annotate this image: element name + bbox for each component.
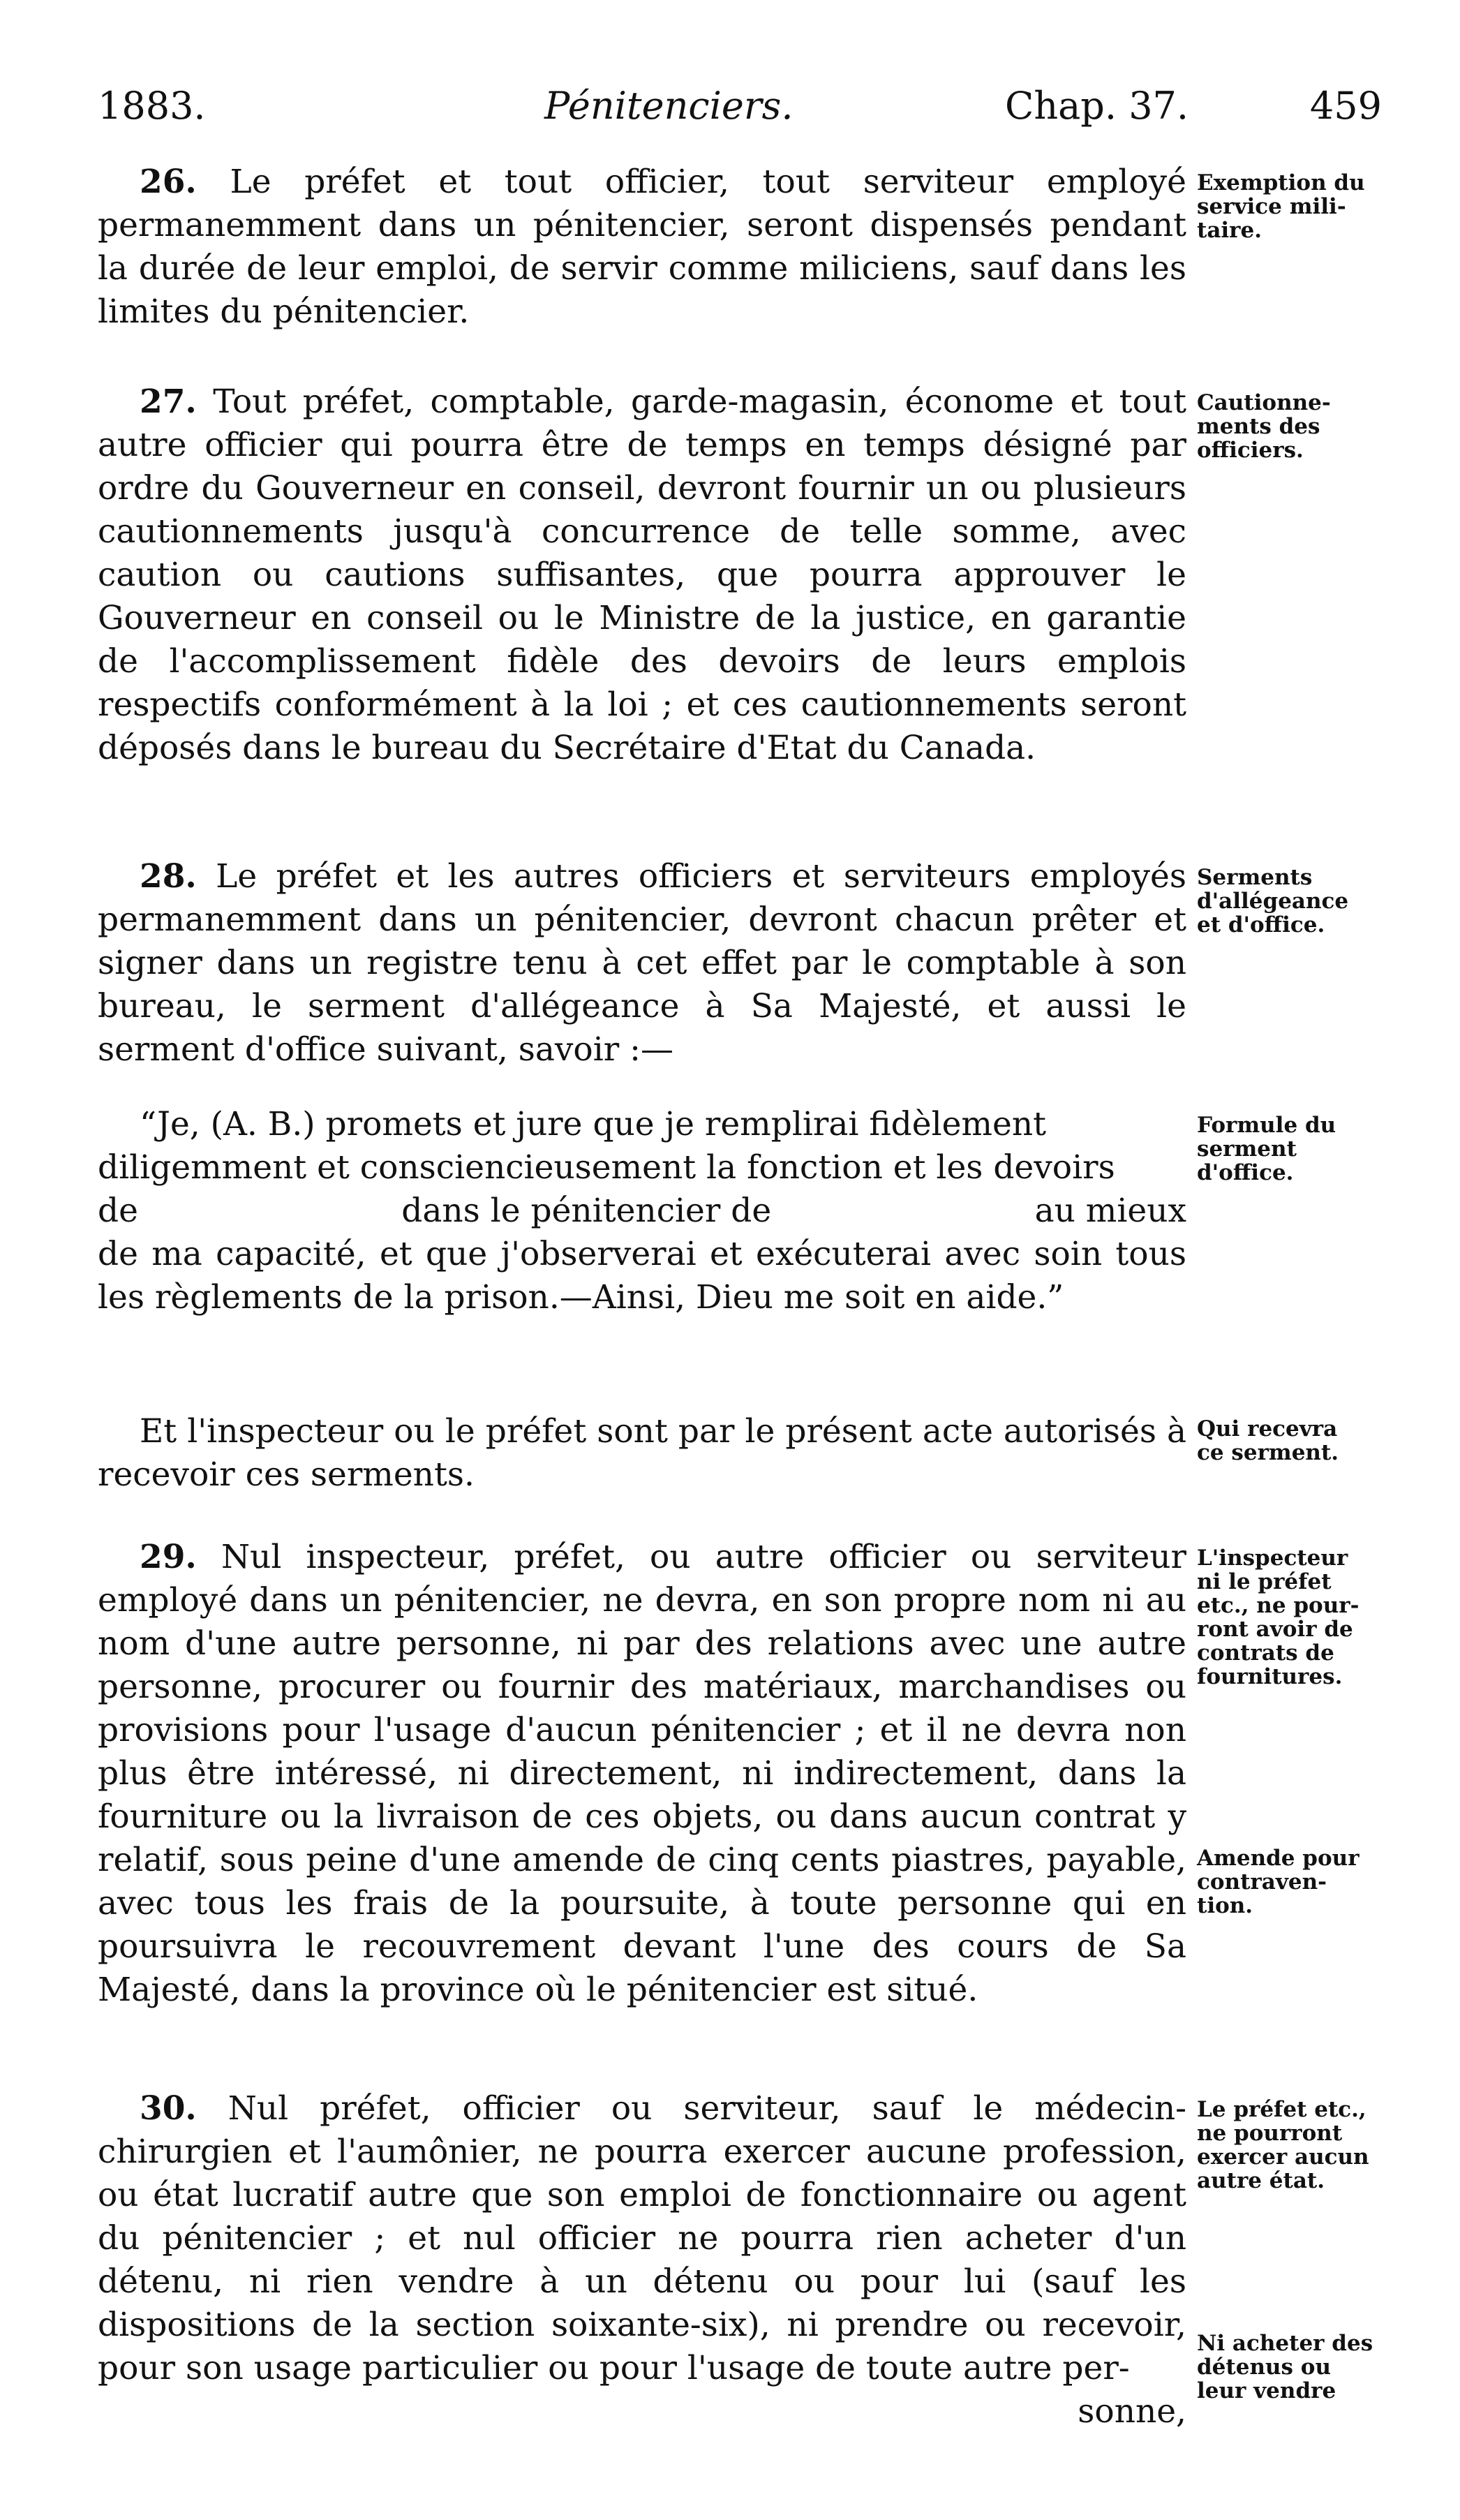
section-text: Tout préfet, comptable, garde-magasin, économe et tout autre officier qui pourra être de temps en temps désigné par ordre du Gouverneur en conseil, devront fournir un ou plusieurs cautionnements jusqu'à concurrence de telle somme, avec caution ou cautions suffisantes, que pourra approuver le Gouverneur en conseil ou le Ministre de la justice, en garantie de l'accomplissement fidèle des devoirs de leurs emplois respectifs conformément à la loi ; et ces cautionnements seront déposés dans le bureau du Secrétaire d'Etat du Canada.	[98, 383, 1186, 767]
note-line: officiers.	[1197, 438, 1304, 463]
note-line: service mili-	[1197, 194, 1346, 219]
note-line: Exemption du	[1197, 170, 1365, 195]
note-line: tion.	[1197, 1893, 1253, 1918]
header-page-number: 459	[1309, 84, 1382, 128]
section-text-last: sonne,	[1078, 2392, 1186, 2431]
note-line: fournitures.	[1197, 1664, 1343, 1689]
margin-note-qui	[1197, 1417, 1406, 1465]
oath-blank-penitencier: dans le pénitencier de	[401, 1192, 772, 1230]
note-line: et d'office.	[1197, 912, 1325, 937]
note-line: leur vendre	[1197, 2378, 1336, 2403]
section-number: 28.	[140, 857, 197, 896]
section-number: 29.	[140, 1538, 197, 1576]
section-number: 27.	[140, 383, 197, 421]
oath-line-3	[98, 1189, 1186, 1233]
oath-blank-mieux: au mieux	[1034, 1192, 1186, 1230]
margin-note-27	[1197, 391, 1406, 462]
oath-line-1: “Je, (A. B.) promets et jure que je remplirai fidèlement	[140, 1105, 1046, 1143]
section-30	[98, 2087, 1186, 2433]
note-line: exercer aucun	[1197, 2144, 1369, 2170]
note-line: Formule du	[1197, 1113, 1336, 1138]
header-title: Pénitenciers.	[544, 84, 794, 128]
note-line: ments des	[1197, 414, 1320, 439]
section-number: 26.	[140, 163, 197, 201]
section-number: 30.	[140, 2089, 197, 2128]
margin-note-26	[1197, 171, 1406, 242]
section-26	[98, 161, 1186, 334]
section-text: Nul préfet, officier ou serviteur, sauf le médecin-chirurgien et l'aumônier, ne pourra exercer aucune profession, ou état lucratif autre que son emploi de fonctionnaire ou agent du pénitencier ; et nul officier ne pourra rien acheter d'un détenu, ni rien vendre à un détenu ou pour lui (sauf les dispositions de la section soixante-six), ni prendre ou recevoir, pour son usage particulier ou pour l'usage de toute autre per-	[98, 2089, 1186, 2387]
note-line: taire.	[1197, 218, 1262, 243]
note-line: d'office.	[1197, 1160, 1294, 1185]
margin-note-oath	[1197, 1113, 1406, 1185]
note-line: d'allégeance	[1197, 889, 1349, 914]
section-text: Le préfet et les autres officiers et serviteurs employés permanemment dans un pénitencier, devront chacun prêter et signer dans un registre tenu à cet effet par le comptable à son bureau, le serment d'allégeance à Sa Majesté, et aussi le serment d'office suivant, savoir :—	[98, 857, 1186, 1069]
note-line: autre état.	[1197, 2168, 1325, 2193]
section-29	[98, 1536, 1186, 2012]
note-line: Qui recevra	[1197, 1416, 1338, 1441]
margin-note-30b	[1197, 2332, 1406, 2403]
note-line: ne pourront	[1197, 2121, 1343, 2146]
oath-formula	[98, 1103, 1186, 1319]
margin-note-29b	[1197, 1846, 1406, 1918]
note-line: détenus ou	[1197, 2355, 1331, 2380]
note-line: ni le préfet	[1197, 1569, 1332, 1594]
oath-rest: de ma capacité, et que j'observerai et exécuterai avec soin tous les règlements de la prison.—Ainsi, Dieu me soit en aide.”	[98, 1235, 1186, 1317]
receive-oaths-clause	[98, 1410, 1186, 1497]
header-chapter: Chap. 37.	[1005, 84, 1189, 128]
section-text: Nul inspecteur, préfet, ou autre officier ou serviteur employé dans un pénitencier, ne devra, en son propre nom ni au nom d'une autre personne, ni par des relations avec une autre personne, procurer ou fournir des matériaux, marchandises ou provisions pour l'usage d'aucun pénitencier ; et il ne devra non plus être intéressé, ni directement, ni indirectement, dans la fourniture ou la livraison de ces objets, ou dans aucun contrat y relatif, sous peine d'une amende de cinq cents piastres, payable, avec tous les frais de la poursuite, à toute personne qui en poursuivra le recouvrement devant l'une des cours de Sa Majesté, dans la province où le pénitencier est situé.	[98, 1538, 1186, 2009]
margin-note-29a	[1197, 1546, 1406, 1689]
note-line: contrats de	[1197, 1640, 1334, 1666]
note-line: serment	[1197, 1136, 1297, 1162]
header-year: 1883.	[98, 84, 206, 128]
section-text: Le préfet et tout officier, tout serviteur employé permanemment dans un pénitencier, seront dispensés pendant la durée de leur emploi, de servir comme miliciens, sauf dans les limites du pénitencier.	[98, 163, 1186, 331]
note-line: ront avoir de	[1197, 1617, 1353, 1642]
note-line: ce serment.	[1197, 1440, 1339, 1465]
section-27	[98, 380, 1186, 770]
note-line: Serments	[1197, 865, 1313, 890]
margin-note-30a	[1197, 2098, 1406, 2193]
margin-note-28	[1197, 866, 1406, 937]
note-line: L'inspecteur	[1197, 1546, 1348, 1571]
section-28	[98, 855, 1186, 1072]
note-line: Cautionne-	[1197, 390, 1331, 415]
oath-line-2: diligemment et consciencieusement la fonction et les devoirs	[98, 1148, 1115, 1187]
note-line: etc., ne pour-	[1197, 1593, 1360, 1618]
note-line: Le préfet etc.,	[1197, 2097, 1366, 2122]
note-line: Amende pour	[1197, 1846, 1360, 1871]
oath-blank-de: de	[98, 1192, 138, 1230]
section-text: Et l'inspecteur ou le préfet sont par le présent acte autorisés à recevoir ces serments.	[98, 1412, 1186, 1494]
page-header	[98, 84, 1382, 140]
note-line: contraven-	[1197, 1869, 1327, 1895]
note-line: Ni acheter des	[1197, 2331, 1373, 2356]
